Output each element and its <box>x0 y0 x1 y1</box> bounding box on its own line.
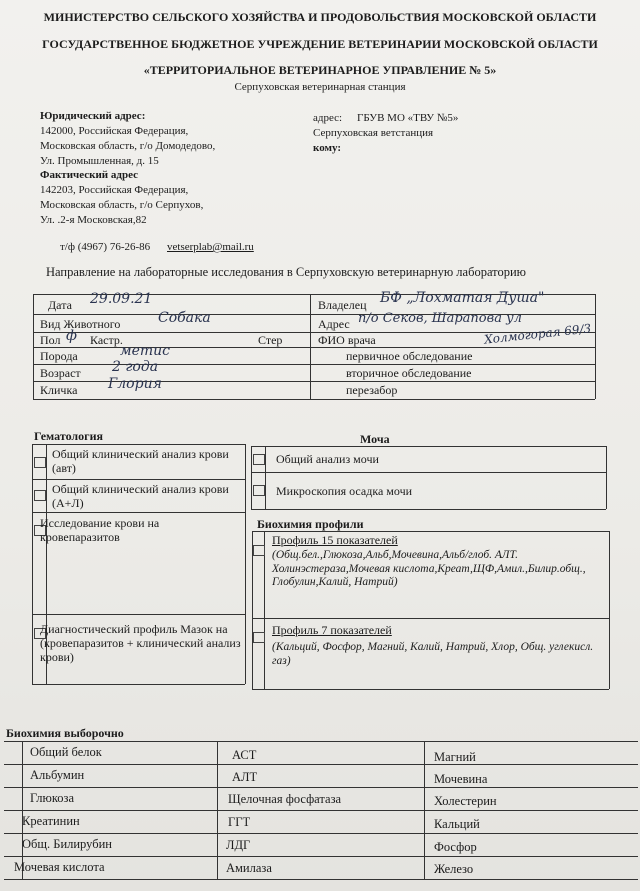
biochem-option[interactable]: Фосфор <box>434 840 477 854</box>
sterilized-label: Стер <box>258 333 283 347</box>
pet-name-label: Кличка <box>40 383 78 397</box>
ministry-title: МИНИСТЕРСТВО СЕЛЬСКОГО ХОЗЯЙСТВА И ПРОДОВОЛЬСТВИЯ МОСКОВСКОЙ ОБЛАСТИ <box>43 10 597 24</box>
profile15-title[interactable]: Профиль 15 показателей <box>272 533 398 547</box>
owner-label: Владелец <box>318 298 367 312</box>
biochem-option[interactable]: Мочевина <box>434 772 488 786</box>
actual-address-line: Ул. .2-я Московская,82 <box>40 214 147 226</box>
profile15-checkbox[interactable] <box>253 545 265 556</box>
hematology-option-smear-profile[interactable]: Диагностический профиль Мазок на (кровепаразитов + клинический анализ крови) <box>40 622 241 664</box>
date-label: Дата <box>48 298 72 312</box>
owner-value[interactable]: БФ „Лохматая Душа" <box>380 290 545 306</box>
primary-exam-option[interactable]: первичное обследование <box>346 349 473 363</box>
legal-address-line: 142000, Российская Федерация, <box>40 125 189 137</box>
recipient-station: Серпуховская ветстанция <box>313 127 434 139</box>
hematology-option-auto[interactable]: Общий клинический анализ крови (авт) <box>52 447 229 475</box>
station-title: Серпуховская ветеринарная станция <box>234 81 406 93</box>
biochem-option[interactable]: Креатинин <box>22 814 80 828</box>
urine-checkbox[interactable] <box>253 485 265 496</box>
castrated-label: Кастр. <box>90 333 123 347</box>
pet-name-value[interactable]: Глория <box>108 376 162 392</box>
date-value[interactable]: 29.09.21 <box>90 291 153 307</box>
recipient-to-label: кому: <box>313 142 341 154</box>
direction-title: Направление на лабораторные исследования в Серпуховскую ветеринарную лабораторию <box>46 265 526 279</box>
biochem-option[interactable]: Общ. Билирубин <box>22 837 112 851</box>
breed-value[interactable]: метис <box>120 343 171 359</box>
profile15-details: (Общ.бел.,Глюкоза,Альб,Мочевина,Альб/глоб. АЛТ. Холинэстераза,Мочевая кислота,Креат,ЩФ,Амил.,Билир.общ., Глобулин,Калий, Натрий) <box>272 549 586 588</box>
vet-name-label: ФИО врача <box>318 333 376 347</box>
phone-fax: т/ф (4967) 76-26-86 <box>60 241 151 253</box>
biochem-option[interactable]: АСТ <box>232 748 257 762</box>
actual-address-line: Московская область, г/о Серпухов, <box>40 199 204 211</box>
biochem-option[interactable]: Холестерин <box>434 794 497 808</box>
hematology-option-parasites[interactable]: Исследование крови на кровепаразитов <box>40 516 160 544</box>
biochem-option[interactable]: АЛТ <box>232 770 258 784</box>
institution-title: ГОСУДАРСТВЕННОЕ БЮДЖЕТНОЕ УЧРЕЖДЕНИЕ ВЕТЕРИНАРИИ МОСКОВСКОЙ ОБЛАСТИ <box>42 37 598 51</box>
biochem-option[interactable]: Амилаза <box>226 861 272 875</box>
hematology-title: Гематология <box>34 429 103 443</box>
biochem-option[interactable]: Железо <box>434 862 474 876</box>
recipient-address-value: ГБУВ МО «ТВУ №5» <box>357 112 459 124</box>
legal-address-label: Юридический адрес: <box>40 110 146 122</box>
age-value[interactable]: 2 года <box>112 359 159 375</box>
address-value-continued[interactable]: Холмогорая 69/3 <box>483 321 592 347</box>
biochem-option[interactable]: ГГТ <box>228 815 251 829</box>
resample-option[interactable]: перезабор <box>346 383 398 397</box>
age-label: Возраст <box>40 366 81 380</box>
email-link: vetserplab@mail.ru <box>167 241 254 253</box>
biochem-option[interactable]: Магний <box>434 750 476 764</box>
hematology-checkbox[interactable] <box>34 490 46 501</box>
legal-address-line: Ул. Промышленная, д. 15 <box>40 155 159 167</box>
secondary-exam-option[interactable]: вторичное обследование <box>346 366 472 380</box>
legal-address-line: Московская область, г/о Домодедово, <box>40 140 216 152</box>
profile7-details: (Кальций, Фосфор, Магний, Калий, Натрий, Хлор, Общ. углекисл. газ) <box>272 641 594 667</box>
biochem-option[interactable]: Общий белок <box>30 745 102 759</box>
urine-option-sediment[interactable]: Микроскопия осадка мочи <box>276 484 413 498</box>
biochem-option[interactable]: Альбумин <box>30 768 85 782</box>
biochem-option[interactable]: Щелочная фосфатаза <box>228 792 342 806</box>
recipient-address-label: адрес: <box>313 112 343 124</box>
biochem-selective-title: Биохимия выборочно <box>6 726 124 740</box>
profile7-title[interactable]: Профиль 7 показателей <box>272 623 392 637</box>
actual-address-line: 142203, Российская Федерация, <box>40 184 189 196</box>
hematology-checkbox[interactable] <box>34 457 46 468</box>
profile7-checkbox[interactable] <box>253 632 265 643</box>
actual-address-label: Фактический адрес <box>40 169 138 181</box>
address-value[interactable]: п/о Секов, Шарапова ул <box>358 311 522 326</box>
biochem-option[interactable]: Мочевая кислота <box>14 860 105 874</box>
sex-value[interactable]: ф <box>66 328 77 344</box>
species-value[interactable]: Собака <box>158 310 211 326</box>
species-label: Вид Животного <box>40 317 121 331</box>
biochem-profiles-title: Биохимия профили <box>257 517 364 531</box>
urine-title: Моча <box>360 432 390 446</box>
urine-option-general[interactable]: Общий анализ мочи <box>276 452 379 466</box>
biochem-option[interactable]: Глюкоза <box>30 791 75 805</box>
hematology-option-al[interactable]: Общий клинический анализ крови (А+Л) <box>52 482 229 510</box>
biochem-option[interactable]: Кальций <box>434 817 480 831</box>
breed-label: Порода <box>40 349 78 363</box>
urine-checkbox[interactable] <box>253 454 265 465</box>
department-title: «ТЕРРИТОРИАЛЬНОЕ ВЕТЕРИНАРНОЕ УПРАВЛЕНИЕ № 5» <box>143 63 497 77</box>
address-label: Адрес <box>318 317 350 331</box>
sex-label: Пол <box>40 333 61 347</box>
biochem-option[interactable]: ЛДГ <box>226 838 251 852</box>
